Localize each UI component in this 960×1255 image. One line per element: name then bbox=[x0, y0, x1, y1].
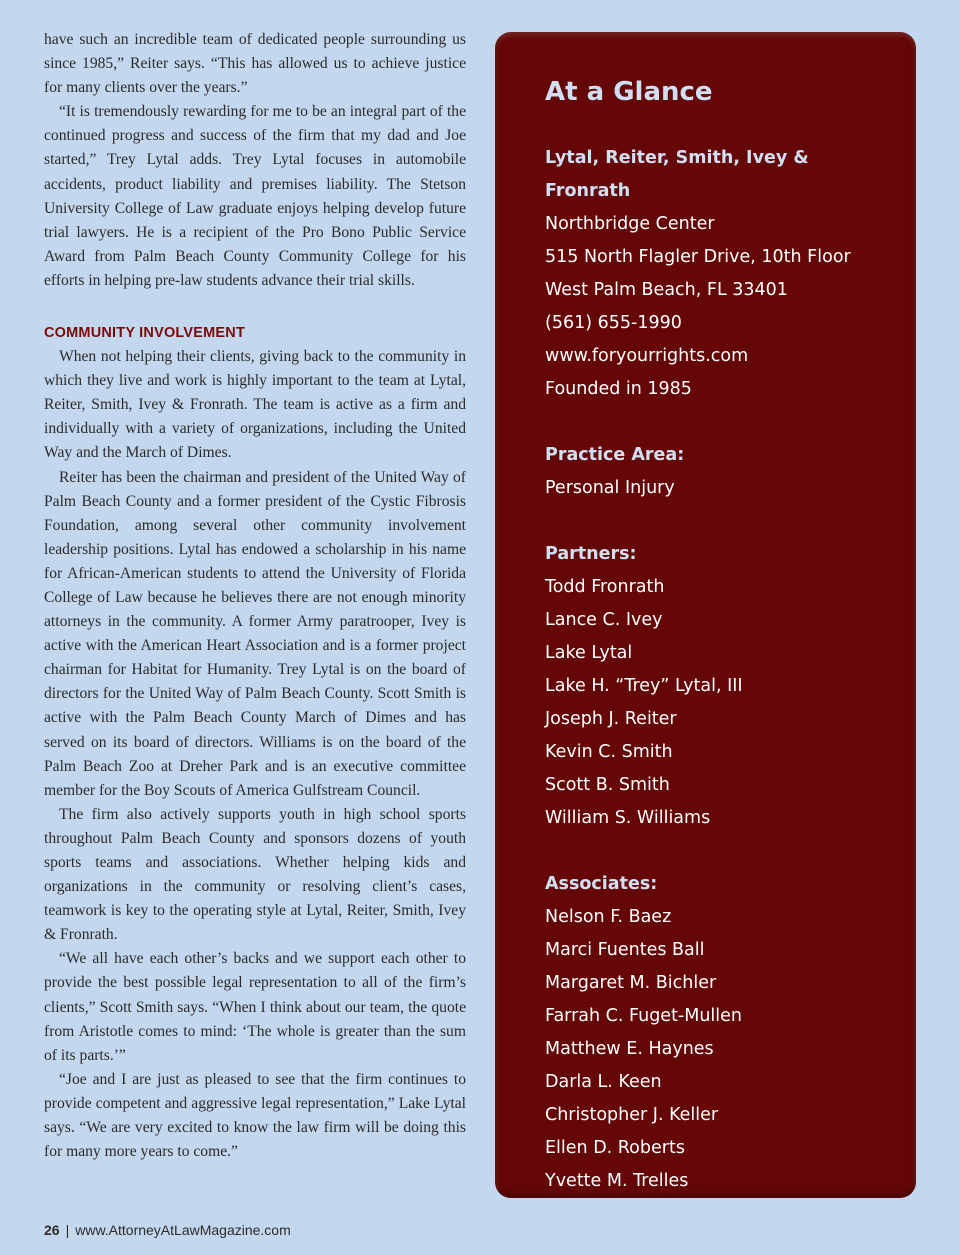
practice-area-block bbox=[545, 439, 896, 505]
page-number: 26 bbox=[44, 1222, 60, 1238]
firm-name: Lytal, Reiter, Smith, Ivey & Fronrath bbox=[545, 148, 809, 201]
associate-name: Ellen D. Roberts bbox=[545, 1138, 685, 1158]
associate-name: Christopher J. Keller bbox=[545, 1105, 719, 1125]
article-paragraph: “We all have each other’s backs and we support each other to provide the best possible legal representation to all of the firm’s clients,” Scott Smith says. “When I think about our team, the quote from Aristotle comes to mind: ‘The whole is greater than the sum of its parts.’” bbox=[44, 950, 466, 1064]
at-a-glance-sidebar bbox=[495, 32, 916, 1198]
magazine-url[interactable]: www.AttorneyAtLawMagazine.com bbox=[75, 1222, 291, 1238]
partners-block bbox=[545, 538, 896, 835]
associate-name: Yvette M. Trelles bbox=[545, 1171, 689, 1191]
article-paragraph: Reiter has been the chairman and president of the United Way of Palm Beach County and a former president of the Cystic Fibrosis Foundation, among several other community involvement leadership positions. Lytal has endowed a scholarship in his name for African-American students to attend the University of Florida College of Law because he believes there are not enough minority attorneys in the community. A former Army paratrooper, Ivey is active with the American Heart Association and is a former project chairman for Habitat for Humanity. Trey Lytal is on the board of directors for the United Way of Palm Beach County. Scott Smith is active with the Palm Beach County March of Dimes and has served on its board of directors. Williams is on the board of the Palm Beach Zoo at Dreher Park and is an executive committee member for the Boy Scouts of America Gulfstream Council. bbox=[44, 468, 466, 799]
associate-name: Nelson F. Baez bbox=[545, 907, 672, 927]
firm-info-block bbox=[545, 142, 896, 406]
associates-block bbox=[545, 868, 896, 1198]
article-paragraph: “It is tremendously rewarding for me to be an integral part of the continued progress and success of the firm that my dad and Joe started,” Trey Lytal adds. Trey Lytal focuses in automobile accidents, product liability and premises liability. The Stetson University College of Law graduate enjoys helping develop future trial lawyers. He is a recipient of the Pro Bono Public Service Award from Palm Beach County Community College for his efforts in helping pre-law students advance their trial skills. bbox=[44, 103, 466, 289]
associate-name: Darla L. Keen bbox=[545, 1072, 662, 1092]
partner-name: Scott B. Smith bbox=[545, 775, 670, 795]
practice-heading: Practice Area: bbox=[545, 445, 685, 465]
associate-name: Marci Fuentes Ball bbox=[545, 940, 705, 960]
associates-heading: Associates: bbox=[545, 874, 658, 894]
footer-separator: | bbox=[65, 1222, 70, 1238]
article-paragraph: When not helping their clients, giving back to the community in which they live and work is highly important to the team at Lytal, Reiter, Smith, Ivey & Fronrath. The team is active as a firm and individually with a variety of organizations, including the United Way and the March of Dimes. bbox=[44, 348, 466, 462]
partner-name: Kevin C. Smith bbox=[545, 742, 673, 762]
partner-name: Todd Fronrath bbox=[545, 577, 665, 597]
website-link[interactable]: www.foryourrights.com bbox=[545, 346, 749, 366]
contact-line: Northbridge Center bbox=[545, 214, 715, 234]
partner-name: Lake H. “Trey” Lytal, III bbox=[545, 676, 743, 696]
associate-name: Margaret M. Bichler bbox=[545, 973, 717, 993]
partners-heading: Partners: bbox=[545, 544, 637, 564]
article-paragraph: “Joe and I are just as pleased to see that the firm continues to provide competent and aggressive legal representation,” Lake Lytal says. “We are very excited to know the law firm will be doing this for many more years to come.” bbox=[44, 1070, 466, 1161]
article-column bbox=[44, 28, 466, 1164]
partner-name: William S. Williams bbox=[545, 808, 711, 828]
sidebar-title: At a Glance bbox=[545, 77, 713, 107]
article-paragraph: The firm also actively supports youth in high school sports throughout Palm Beach County and sponsors dozens of youth sports teams and associations. Whether helping kids and organizations in the community or resolving client’s cases, teamwork is key to the operating style at Lytal, Reiter, Smith, Ivey & Fronrath. bbox=[44, 805, 466, 944]
partner-name: Joseph J. Reiter bbox=[545, 709, 677, 729]
contact-line: Founded in 1985 bbox=[545, 379, 692, 399]
community-heading: COMMUNITY INVOLVEMENT bbox=[44, 325, 246, 342]
partner-name: Lance C. Ivey bbox=[545, 610, 663, 630]
contact-line: West Palm Beach, FL 33401 bbox=[545, 280, 788, 300]
article-paragraph: have such an incredible team of dedicated people surrounding us since 1985,” Reiter says. “This has allowed us to achieve justice for many clients over the years.” bbox=[44, 31, 466, 97]
contact-line: (561) 655-1990 bbox=[545, 313, 682, 333]
associate-name: Farrah C. Fuget-Mullen bbox=[545, 1006, 743, 1026]
associate-name: Matthew E. Haynes bbox=[545, 1039, 714, 1059]
practice-area: Personal Injury bbox=[545, 478, 675, 498]
contact-line: 515 North Flagler Drive, 10th Floor bbox=[545, 247, 851, 267]
partner-name: Lake Lytal bbox=[545, 643, 633, 663]
page-footer bbox=[44, 1218, 291, 1242]
